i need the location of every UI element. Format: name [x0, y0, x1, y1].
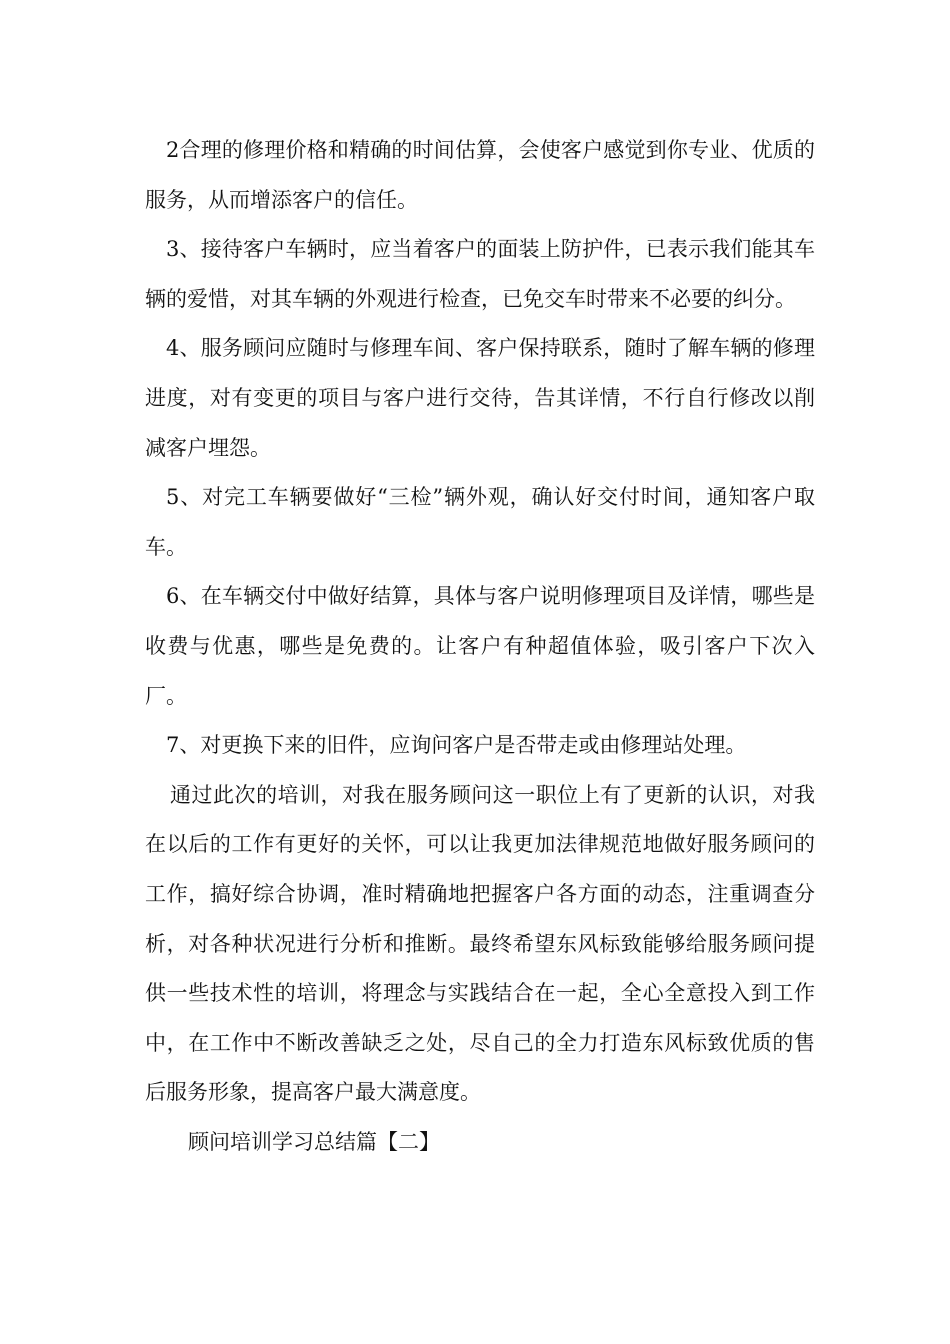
summary-paragraph: 通过此次的培训，对我在服务顾问这一职位上有了更新的认识，对我在以后的工作有更好的关怀，可以让我更加法律规范地做好服务顾问的工作，搞好综合协调，准时精确地把握客户各方面的动态，注重调查分析，对各种状况进行分析和推断。最终希望东风标致能够给服务顾问提供一些技术性的培训，将理念与实践结合在一起，全心全意投入到工作中，在工作中不断改善缺乏之处，尽自己的全力打造东风标致优质的售后服务形象，提高客户最大满意度。	[145, 782, 815, 1105]
paragraph-item-7: 7、对更换下来的旧件，应询问客户是否带走或由修理站处理。	[166, 733, 747, 758]
paragraph-item-5: 5、对完工车辆要做好“三检”辆外观，确认好交付时间，通知客户取车。	[145, 485, 815, 559]
paragraph-item-3: 3、接待客户车辆时，应当着客户的面装上防护件，已表示我们能其车辆的爱惜，对其车辆的外观进行检查，已免交车时带来不必要的纠分。	[145, 237, 815, 311]
section-heading: 顾问培训学习总结篇【二】	[188, 1129, 440, 1154]
document-body	[145, 126, 815, 1167]
paragraph-item-2: 2合理的修理价格和精确的时间估算，会使客户感觉到你专业、优质的服务，从而增添客户的信任。	[145, 138, 815, 212]
paragraph-item-6: 6、在车辆交付中做好结算，具体与客户说明修理项目及详情，哪些是收费与优惠，哪些是免费的。让客户有种超值体验，吸引客户下次入厂。	[145, 584, 815, 708]
paragraph-item-4: 4、服务顾问应随时与修理车间、客户保持联系，随时了解车辆的修理进度，对有变更的项目与客户进行交待，告其详情，不行自行修改以削减客户埋怨。	[145, 336, 815, 460]
